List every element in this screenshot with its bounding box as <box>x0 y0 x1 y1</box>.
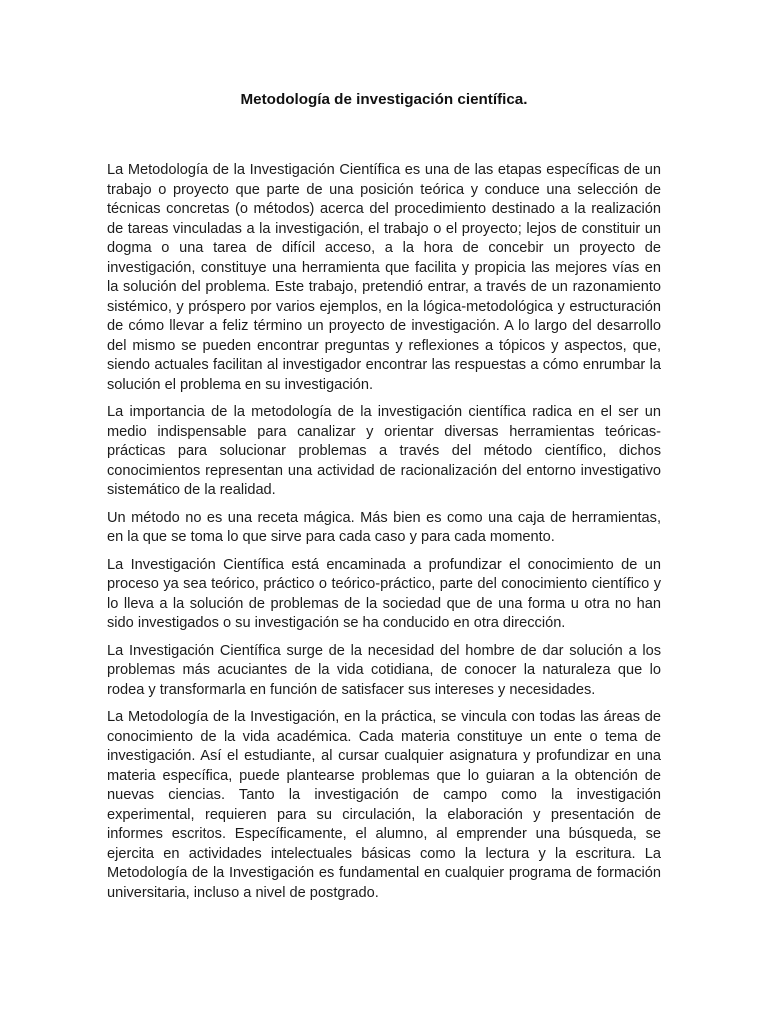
paragraph-5: La Investigación Científica surge de la necesidad del hombre de dar solución a los problemas más acuciantes de la vida cotidiana, de conocer la naturaleza que lo rodea y transformarla en función de satisfacer sus intereses y necesidades. <box>107 642 661 698</box>
paragraph-3: Un método no es una receta mágica. Más bien es como una caja de herramientas, en la que se toma lo que sirve para cada caso y para cada momento. <box>107 509 661 545</box>
document-body <box>107 90 661 911</box>
paragraph-1: La Metodología de la Investigación Científica es una de las etapas específicas de un trabajo o proyecto que parte de una posición teórica y conduce una selección de técnicas concretas (o métodos) acerca del procedimiento destinado a la realización de tareas vinculadas a la investigación, el trabajo o el proyecto; lejos de constituir un dogma o una tarea de difícil acceso, a la hora de concebir un proyecto de investigación, constituye una herramienta que facilita y propicia las mejores vías en la solución del problema. Este trabajo, pretendió entrar, a través de un razonamiento sistémico, y próspero por varios ejemplos, en la lógica-metodológica y estructuración de cómo llevar a feliz término un proyecto de investigación. A lo largo del desarrollo del mismo se pueden encontrar preguntas y reflexiones a tópicos y aspectos, que, siendo actuales facilitan al investigador encontrar las respuestas a cómo enrumbar la solución el problema en su investigación. <box>107 162 661 393</box>
paragraph-6: La Metodología de la Investigación, en la práctica, se vincula con todas las áreas de conocimiento de la vida académica. Cada materia constituye un ente o tema de investigación. Así el estudiante, al cursar cualquier asignatura y profundizar en una materia específica, puede plantearse problemas que lo guiaran a la obtención de nuevas ciencias. Tanto la investigación de campo como la investigación experimental, requieren para su circulación, la elaboración y presentación de informes escritos. Específicamente, el alumno, al emprender una búsqueda, se ejercita en actividades intelectuales básicas como la lectura y la escritura. La Metodología de la Investigación es fundamental en cualquier programa de formación universitaria, incluso a nivel de postgrado. <box>107 709 661 901</box>
document-title: Metodología de investigación científica. <box>240 91 528 108</box>
paragraph-4: La Investigación Científica está encaminada a profundizar el conocimiento de un proceso ya sea teórico, práctico o teórico-práctico, parte del conocimiento científico y lo lleva a la solución de problemas de la sociedad que de una forma u otra no han sido investigados o su investigación se ha conducido en otra dirección. <box>107 556 661 631</box>
paragraph-2: La importancia de la metodología de la investigación científica radica en el ser un medio indispensable para canalizar y orientar diversas herramientas teóricas-prácticas para solucionar problemas a través del método científico, dichos conocimientos representan una actividad de racionalización del entorno investigativo sistemático de la realidad. <box>107 404 661 498</box>
